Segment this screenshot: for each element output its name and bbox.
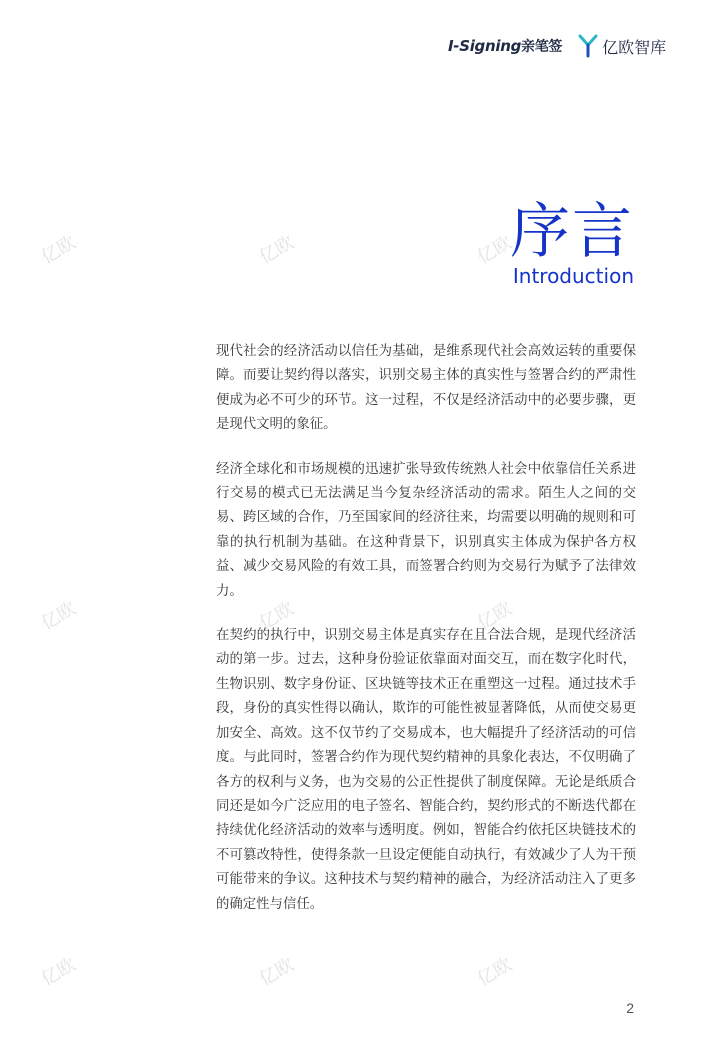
page-title: 序言 [510,197,634,267]
watermark: 亿欧 [37,598,80,635]
page-number: 2 [626,1000,634,1016]
watermark: 亿欧 [37,232,80,269]
watermark: 亿欧 [255,954,298,991]
watermark: 亿欧 [473,232,516,269]
paragraph-2: 经济全球化和市场规模的迅速扩张导致传统熟人社会中依靠信任关系进行交易的模式已无法满足当今复杂经济活动的需求。陌生人之间的交易、跨区域的合作，乃至国家间的经济往来，均需要以明确的规则和可靠的执行机制为基础。在这种背景下，识别真实主体成为保护各方权益、减少交易风险的有效工具，而签署合约则为交易行为赋予了法律效力。 [216,461,636,599]
watermark: 亿欧 [255,598,298,635]
isigning-logo: I-Signing亲笔签 [448,37,563,55]
header-logos [448,30,688,62]
paragraph-1: 现代社会的经济活动以信任为基础，是维系现代社会高效运转的重要保障。而要让契约得以落实，识别交易主体的真实性与签署合约的严肃性便成为必不可少的环节。这一过程，不仅是经济活动中的必要步骤，更是现代文明的象征。 [216,344,636,433]
yiou-logo-text: 亿欧智库 [602,37,667,57]
paragraph-3: 在契约的执行中，识别交易主体是真实存在且合法合规，是现代经济活动的第一步。过去，这种身份验证依靠面对面交互，而在数字化时代，生物识别、数字身份证、区块链等技术正在重塑这一过程。通过技术手段，身份的真实性得以确认，欺诈的可能性被显著降低，从而使交易更加安全、高效。这不仅节约了交易成本，也大幅提升了经济活动的可信度。与此同时，签署合约作为现代契约精神的具象化表达，不仅明确了各方的权利与义务，也为交易的公正性提供了制度保障。无论是纸质合同还是如今广泛应用的电子签名、智能合约，契约形式的不断迭代都在持续优化经济活动的效率与透明度。例如，智能合约依托区块链技术的不可篡改特性，使得条款一旦设定便能自动执行，有效减少了人为干预可能带来的争议。这种技术与契约精神的融合，为经济活动注入了更多的确定性与信任。 [216,628,636,912]
body-text [216,340,636,937]
watermark: 亿欧 [473,598,516,635]
watermark: 亿欧 [473,954,516,991]
watermark: 亿欧 [255,232,298,269]
watermark: 亿欧 [37,954,80,991]
page-subtitle: Introduction [512,264,634,288]
yiou-logo-icon [578,34,598,58]
